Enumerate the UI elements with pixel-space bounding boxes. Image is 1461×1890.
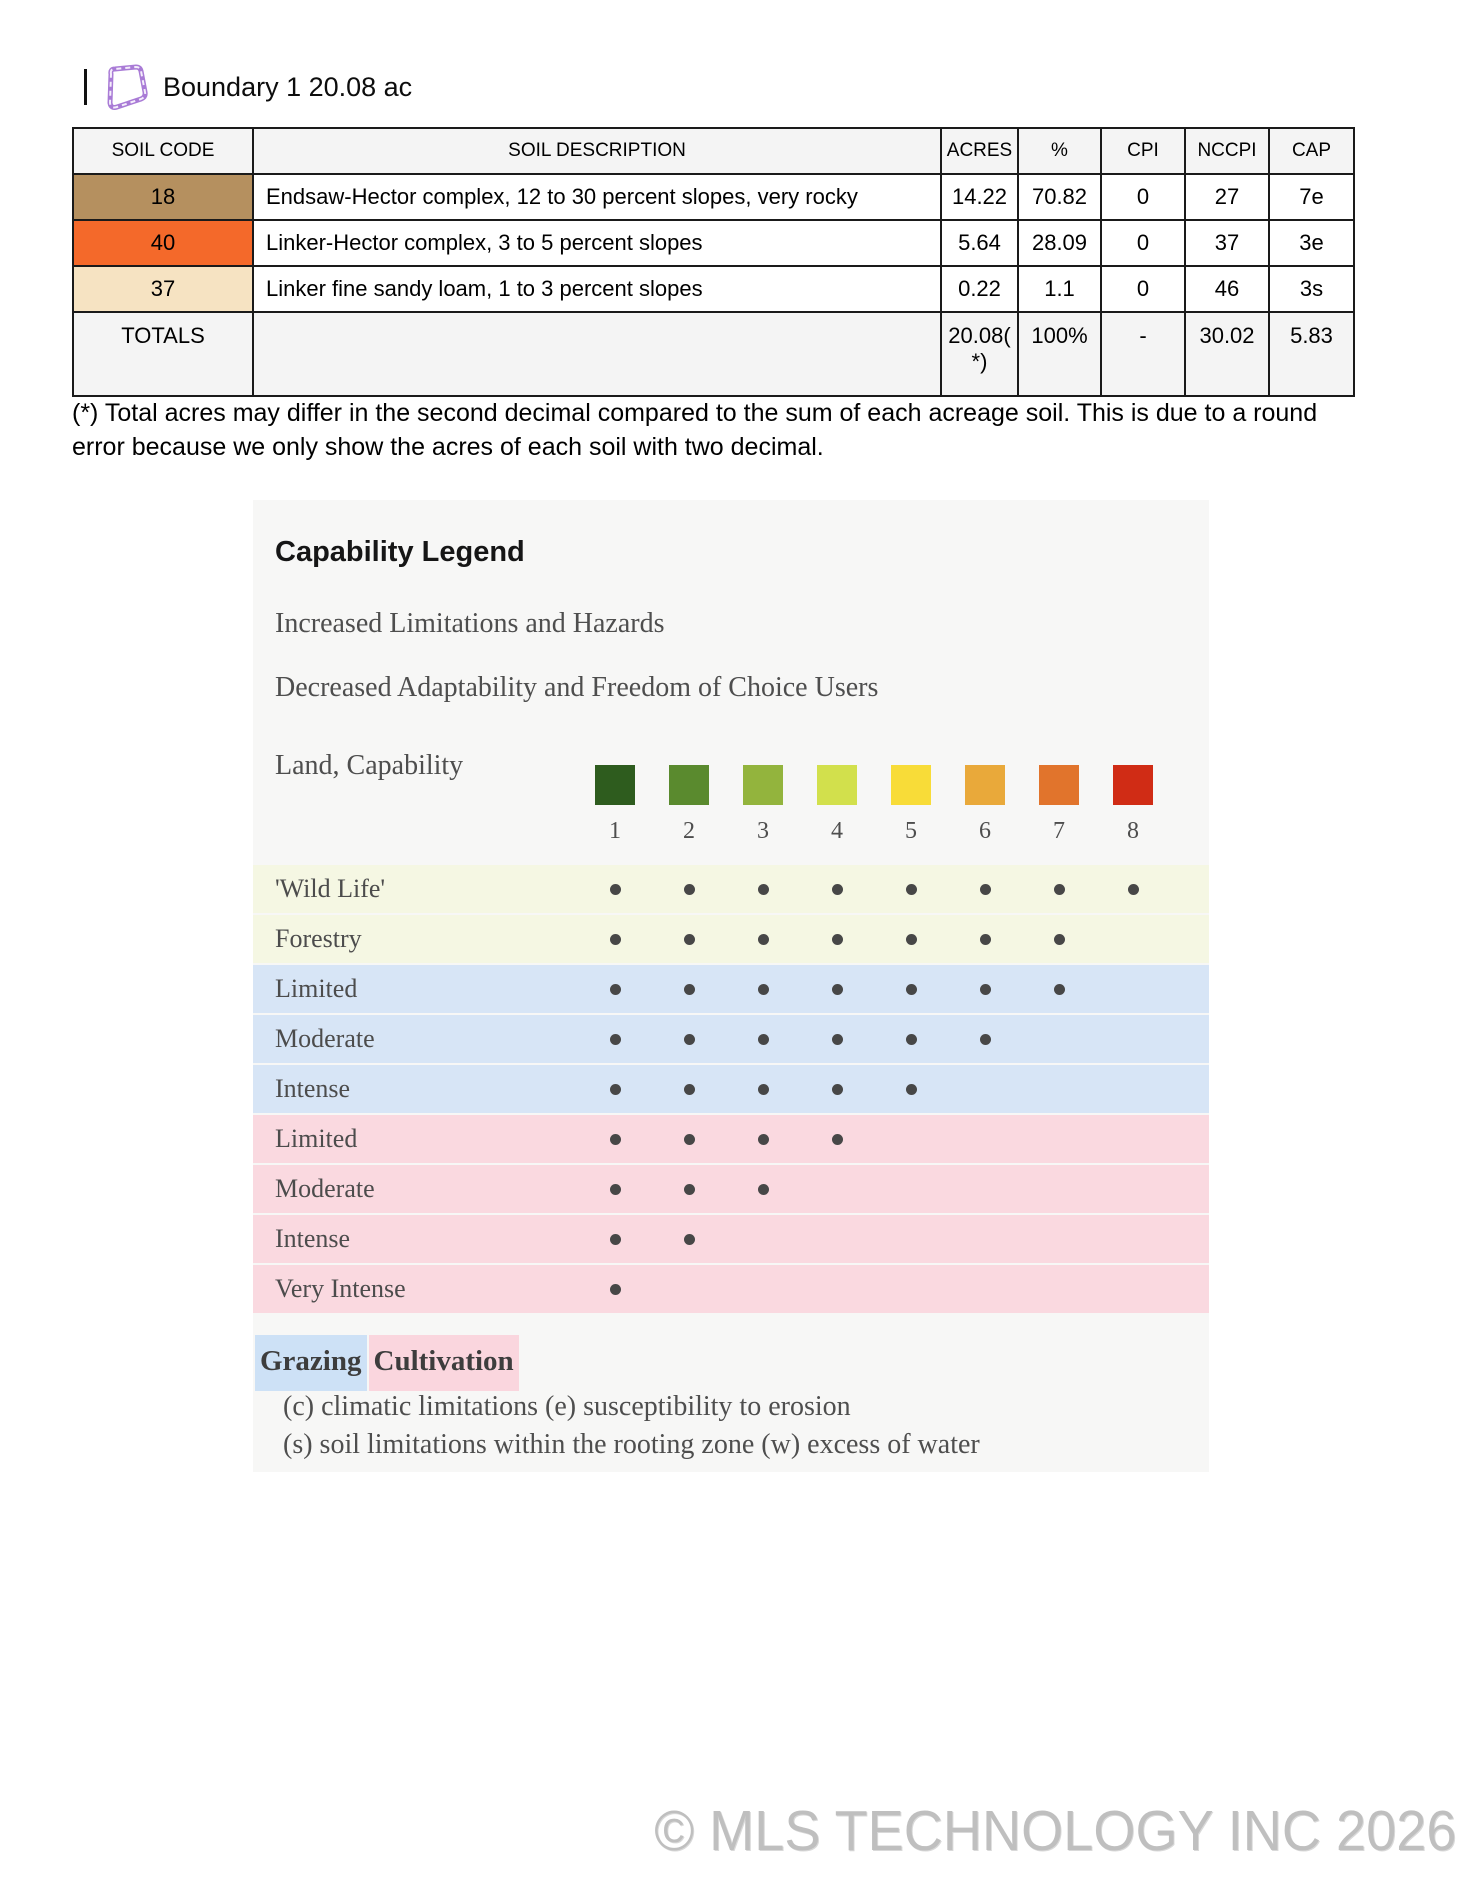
- capability-dot-icon: [758, 884, 769, 895]
- capability-dot-icon: [758, 984, 769, 995]
- totals-value-cell: 5.83: [1269, 312, 1354, 396]
- column-header: ACRES: [941, 128, 1018, 174]
- totals-value-cell: 20.08( *): [941, 312, 1018, 396]
- capability-row: [253, 965, 1209, 1013]
- capability-row: [253, 915, 1209, 963]
- capability-dot-icon: [832, 984, 843, 995]
- capability-class-swatch: [743, 765, 783, 805]
- capability-class-number: 1: [609, 818, 621, 844]
- capability-dot-icon: [610, 1284, 621, 1295]
- capability-dot-icon: [610, 1184, 621, 1195]
- capability-dot-cell: [726, 1115, 800, 1163]
- capability-dot-cell: [800, 1065, 874, 1113]
- soil-value-cell: 5.64: [941, 220, 1018, 266]
- capability-row-label: Moderate: [275, 1024, 375, 1053]
- capability-dot-cell: [726, 1015, 800, 1063]
- totals-label-cell: TOTALS: [73, 312, 253, 396]
- capability-dot-cell: [800, 965, 874, 1013]
- capability-row-label: Limited: [275, 1124, 358, 1153]
- capability-dot-cell: [578, 1165, 652, 1213]
- land-capability-label: Land, Capability: [275, 750, 464, 781]
- capability-dot-cell: [726, 1165, 800, 1213]
- capability-dot-icon: [610, 1034, 621, 1045]
- soil-value-cell: 0: [1101, 174, 1185, 220]
- soil-value-cell: 0: [1101, 266, 1185, 312]
- soil-value-cell: 0.22: [941, 266, 1018, 312]
- capability-dot-icon: [684, 1134, 695, 1145]
- soil-value-cell: 3s: [1269, 266, 1354, 312]
- capability-class-number: 4: [831, 818, 843, 844]
- capability-dot-cell: [874, 865, 948, 913]
- capability-row: [253, 1215, 1209, 1263]
- capability-dot-cell: [578, 1065, 652, 1113]
- column-header: SOIL CODE: [73, 128, 253, 174]
- capability-row: [253, 1265, 1209, 1313]
- cultivation-label: Cultivation: [369, 1335, 519, 1391]
- capability-legend-panel: [253, 500, 1209, 1472]
- soil-table-header-row: [73, 128, 1354, 174]
- capability-class-swatch: [595, 765, 635, 805]
- note-line: (c) climatic limitations (e) susceptibility to erosion: [283, 1391, 851, 1422]
- capability-class-number: 5: [905, 818, 917, 844]
- column-header: CAP: [1269, 128, 1354, 174]
- capability-dot-icon: [1054, 884, 1065, 895]
- capability-dot-cell: [1022, 965, 1096, 1013]
- capability-dot-icon: [758, 1034, 769, 1045]
- soil-description-cell: Endsaw-Hector complex, 12 to 30 percent slopes, very rocky: [253, 174, 941, 220]
- soil-value-cell: 1.1: [1018, 266, 1101, 312]
- capability-row-label: Forestry: [275, 924, 362, 953]
- capability-dot-cell: [948, 965, 1022, 1013]
- soil-code-cell: 37: [73, 266, 253, 312]
- capability-class-swatch: [669, 765, 709, 805]
- totals-value-cell: -: [1101, 312, 1185, 396]
- divider: [84, 69, 87, 105]
- soil-description-cell: Linker-Hector complex, 3 to 5 percent slopes: [253, 220, 941, 266]
- capability-dot-cell: [578, 1215, 652, 1263]
- capability-dot-icon: [906, 984, 917, 995]
- acreage-footnote: (*) Total acres may differ in the second decimal compared to the sum of each acreage soil. This is due to a round error because we only show the acres of each soil with two decimal.: [72, 399, 1318, 461]
- totals-description-cell: [253, 312, 941, 396]
- capability-dot-cell: [652, 1215, 726, 1263]
- capability-dot-cell: [874, 915, 948, 963]
- capability-row: [253, 1165, 1209, 1213]
- capability-dot-icon: [758, 1184, 769, 1195]
- totals-value-cell: 100%: [1018, 312, 1101, 396]
- capability-dot-icon: [906, 884, 917, 895]
- column-header: CPI: [1101, 128, 1185, 174]
- capability-row-label: Limited: [275, 974, 358, 1003]
- capability-dot-icon: [684, 984, 695, 995]
- capability-dot-cell: [726, 865, 800, 913]
- capability-dot-cell: [874, 1015, 948, 1063]
- capability-dot-cell: [948, 865, 1022, 913]
- soil-value-cell: 3e: [1269, 220, 1354, 266]
- capability-dot-cell: [652, 1065, 726, 1113]
- capability-dot-icon: [832, 884, 843, 895]
- capability-dot-cell: [578, 1265, 652, 1313]
- soil-value-cell: 14.22: [941, 174, 1018, 220]
- legend-subtitle-limitations: Increased Limitations and Hazards: [275, 608, 665, 639]
- capability-class-swatch: [1113, 765, 1153, 805]
- capability-dot-icon: [684, 1234, 695, 1245]
- capability-dot-cell: [800, 915, 874, 963]
- capability-dot-cell: [652, 1015, 726, 1063]
- soil-value-cell: 28.09: [1018, 220, 1101, 266]
- capability-class-number: 2: [683, 818, 695, 844]
- capability-class-number: 6: [979, 818, 991, 844]
- capability-row-label: Intense: [275, 1074, 351, 1103]
- capability-dot-cell: [726, 915, 800, 963]
- capability-dot-icon: [610, 884, 621, 895]
- capability-dot-cell: [652, 1165, 726, 1213]
- boundary-polygon-icon: [100, 64, 150, 110]
- capability-dot-icon: [610, 934, 621, 945]
- totals-value-cell: 30.02: [1185, 312, 1269, 396]
- capability-dot-cell: [800, 865, 874, 913]
- soil-value-cell: 0: [1101, 220, 1185, 266]
- capability-dot-cell: [726, 965, 800, 1013]
- capability-dot-icon: [980, 1034, 991, 1045]
- soil-description-cell: Linker fine sandy loam, 1 to 3 percent slopes: [253, 266, 941, 312]
- capability-dot-cell: [948, 915, 1022, 963]
- column-header: %: [1018, 128, 1101, 174]
- capability-row-label: Intense: [275, 1224, 351, 1253]
- capability-dot-cell: [578, 915, 652, 963]
- capability-class-swatch: [1039, 765, 1079, 805]
- soil-table-row: [73, 220, 1354, 266]
- capability-dot-cell: [652, 865, 726, 913]
- capability-dot-cell: [652, 965, 726, 1013]
- capability-row: [253, 865, 1209, 913]
- capability-dot-icon: [684, 1034, 695, 1045]
- soil-code-cell: 18: [73, 174, 253, 220]
- column-header: NCCPI: [1185, 128, 1269, 174]
- capability-row: [253, 1065, 1209, 1113]
- capability-dot-icon: [684, 934, 695, 945]
- capability-dot-icon: [832, 1084, 843, 1095]
- capability-dot-icon: [832, 1034, 843, 1045]
- capability-dot-cell: [1022, 865, 1096, 913]
- capability-dot-cell: [578, 1015, 652, 1063]
- grazing-label: Grazing: [255, 1335, 367, 1391]
- capability-dot-cell: [578, 865, 652, 913]
- capability-dot-icon: [832, 1134, 843, 1145]
- soil-table-row: [73, 266, 1354, 312]
- capability-row: [253, 1015, 1209, 1063]
- capability-dot-icon: [684, 1184, 695, 1195]
- capability-class-number: 7: [1053, 818, 1065, 844]
- capability-dot-cell: [1022, 915, 1096, 963]
- capability-class-swatch: [891, 765, 931, 805]
- capability-dot-icon: [832, 934, 843, 945]
- capability-dot-icon: [1054, 984, 1065, 995]
- group-labels: [255, 1335, 519, 1391]
- capability-dot-icon: [758, 1134, 769, 1145]
- capability-legend-title: Capability Legend: [275, 536, 525, 568]
- capability-dot-icon: [684, 884, 695, 895]
- capability-dot-cell: [726, 1065, 800, 1113]
- legend-subtitle-adaptability: Decreased Adaptability and Freedom of Choice Users: [275, 672, 879, 703]
- capability-dot-cell: [874, 965, 948, 1013]
- capability-dot-icon: [610, 1084, 621, 1095]
- capability-dot-icon: [906, 934, 917, 945]
- capability-class-swatch: [817, 765, 857, 805]
- capability-class-swatch: [965, 765, 1005, 805]
- capability-dot-icon: [758, 934, 769, 945]
- capability-dot-cell: [652, 1115, 726, 1163]
- column-header: SOIL DESCRIPTION: [253, 128, 941, 174]
- legend-notes: [283, 1388, 980, 1464]
- capability-dot-icon: [684, 1084, 695, 1095]
- capability-dot-icon: [1054, 934, 1065, 945]
- soil-value-cell: 37: [1185, 220, 1269, 266]
- soil-value-cell: 7e: [1269, 174, 1354, 220]
- capability-dot-cell: [578, 1115, 652, 1163]
- soil-table-totals-row: [73, 312, 1354, 396]
- soil-value-cell: 27: [1185, 174, 1269, 220]
- capability-row-label: Moderate: [275, 1174, 375, 1203]
- boundary-header: [84, 64, 412, 110]
- capability-dot-cell: [652, 915, 726, 963]
- capability-dot-icon: [1128, 884, 1139, 895]
- capability-dot-cell: [1096, 865, 1170, 913]
- capability-dot-cell: [800, 1115, 874, 1163]
- copyright-watermark: © MLS TECHNOLOGY INC 2026: [654, 1799, 1457, 1863]
- capability-dot-icon: [610, 1234, 621, 1245]
- capability-dot-cell: [578, 965, 652, 1013]
- capability-dot-icon: [610, 1134, 621, 1145]
- capability-dot-icon: [980, 934, 991, 945]
- soil-table: [72, 127, 1355, 397]
- capability-dot-icon: [906, 1034, 917, 1045]
- soil-value-cell: 46: [1185, 266, 1269, 312]
- capability-dot-icon: [906, 1084, 917, 1095]
- capability-dot-icon: [758, 1084, 769, 1095]
- soil-value-cell: 70.82: [1018, 174, 1101, 220]
- soil-table-row: [73, 174, 1354, 220]
- capability-class-number: 8: [1127, 818, 1139, 844]
- soil-code-cell: 40: [73, 220, 253, 266]
- capability-dot-cell: [874, 1065, 948, 1113]
- capability-dot-icon: [980, 984, 991, 995]
- capability-dot-cell: [948, 1015, 1022, 1063]
- capability-row: [253, 1115, 1209, 1163]
- capability-row-label: 'Wild Life': [275, 874, 386, 903]
- capability-dot-cell: [800, 1015, 874, 1063]
- capability-dot-icon: [610, 984, 621, 995]
- capability-row-label: Very Intense: [275, 1274, 406, 1303]
- capability-dot-icon: [980, 884, 991, 895]
- page-title: Boundary 1 20.08 ac: [163, 71, 413, 102]
- capability-class-number: 3: [757, 818, 769, 844]
- note-line: (s) soil limitations within the rooting zone (w) excess of water: [283, 1429, 980, 1460]
